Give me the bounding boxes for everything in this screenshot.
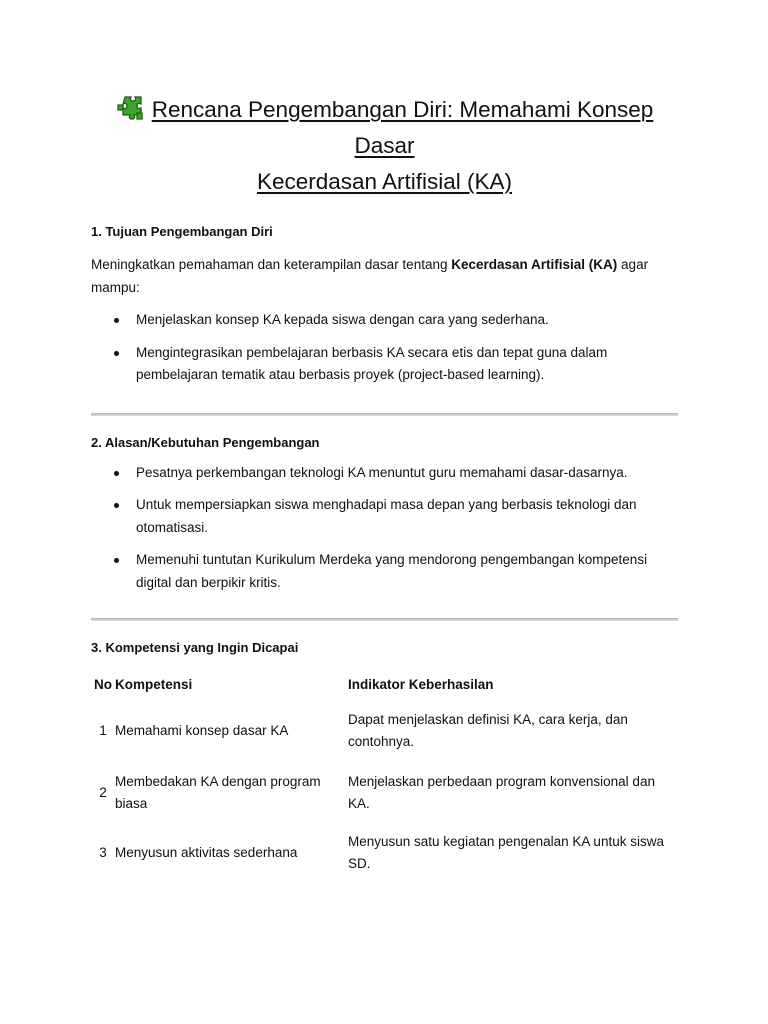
section-2-list (91, 462, 678, 595)
document-title (91, 92, 678, 200)
bullet-icon (114, 351, 119, 356)
bullet-icon (114, 503, 119, 508)
bullet-icon (114, 471, 119, 476)
table-row (91, 763, 678, 823)
cell-no: 1 (99, 722, 107, 738)
list-item: Mengintegrasikan pembelajaran berbasis KA secara etis dan tepat guna dalam pembelajaran tematik atau berbasis proyek (project-based learning). (91, 342, 678, 387)
section-divider (91, 413, 678, 416)
list-item: Memenuhi tuntutan Kurikulum Merdeka yang mendorong pengembangan kompetensi digital dan berpikir kritis. (91, 549, 678, 594)
cell-no: 2 (99, 784, 107, 800)
document-page (91, 92, 678, 883)
intro-bold-term: Kecerdasan Artifisial (KA) (451, 257, 618, 272)
cell-indikator: Menyusun satu kegiatan pengenalan KA untuk siswa SD. (348, 833, 664, 871)
section-divider (91, 618, 678, 621)
cell-indikator: Dapat menjelaskan definisi KA, cara kerja, dan contohnya. (348, 711, 628, 749)
list-item: Menjelaskan konsep KA kepada siswa dengan cara yang sederhana. (91, 309, 678, 332)
column-header-kompetensi: Kompetensi (115, 677, 193, 692)
puzzle-piece-icon (116, 95, 146, 123)
section-1-list (91, 309, 678, 387)
column-header-indikator: Indikator Keberhasilan (348, 677, 494, 692)
cell-kompetensi: Membedakan KA dengan program biasa (115, 773, 321, 811)
list-item: Untuk mempersiapkan siswa menghadapi masa depan yang berbasis teknologi dan otomatisasi. (91, 494, 678, 539)
competency-table (91, 671, 678, 883)
cell-indikator: Menjelaskan perbedaan program konvensional dan KA. (348, 773, 655, 811)
title-line-2: Kecerdasan Artifisial (KA) (256, 169, 513, 194)
table-row (91, 823, 678, 883)
section-3-heading: 3. Kompetensi yang Ingin Dicapai (91, 640, 299, 655)
section-1-intro: Meningkatkan pemahaman dan keterampilan dasar tentang Kecerdasan Artifisial (KA) agar mampu: (91, 257, 649, 295)
cell-no: 3 (99, 844, 107, 860)
column-header-no: No (94, 677, 112, 692)
bullet-icon (114, 318, 119, 323)
table-header-row (91, 671, 678, 699)
cell-kompetensi: Menyusun aktivitas sederhana (115, 844, 298, 860)
table-row (91, 699, 678, 763)
list-item: Pesatnya perkembangan teknologi KA menuntut guru memahami dasar-dasarnya. (91, 462, 678, 485)
title-text-1: Rencana Pengembangan Diri: Memahami Konsep Dasar (151, 97, 654, 158)
cell-kompetensi: Memahami konsep dasar KA (115, 722, 289, 738)
title-line-1 (116, 97, 654, 158)
section-1-heading: 1. Tujuan Pengembangan Diri (91, 224, 273, 239)
bullet-icon (114, 558, 119, 563)
section-2-heading: 2. Alasan/Kebutuhan Pengembangan (91, 434, 320, 450)
